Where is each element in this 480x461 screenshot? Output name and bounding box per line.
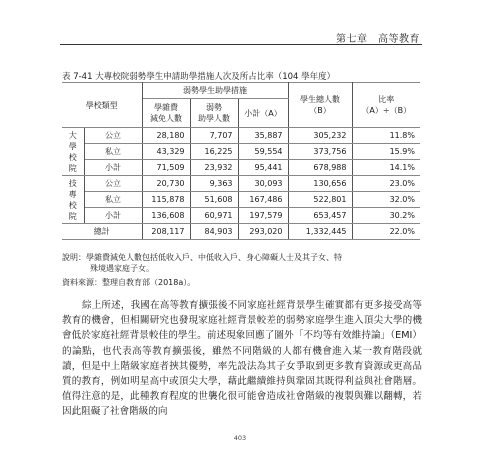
data-table	[62, 82, 420, 240]
cell: 35,887	[238, 128, 288, 144]
cell: 43,329	[142, 144, 190, 160]
table-header-row	[62, 83, 420, 99]
header-school-type: 學校類型	[62, 83, 142, 128]
cell: 71,509	[142, 160, 190, 176]
table-row	[62, 128, 420, 144]
cell: 167,486	[238, 192, 288, 208]
cell: 32.0%	[352, 192, 420, 208]
cell: 16,225	[190, 144, 238, 160]
cell: 22.0%	[352, 224, 420, 240]
header-total-students: 學生總人數 （B）	[288, 83, 352, 128]
table-row	[62, 144, 420, 160]
row-type: 公立	[84, 128, 142, 144]
cell: 60,971	[190, 208, 238, 224]
cell: 23,932	[190, 160, 238, 176]
cell: 95,441	[238, 160, 288, 176]
cell: 51,608	[190, 192, 238, 208]
page-number: 403	[233, 434, 247, 442]
cell: 293,020	[238, 224, 288, 240]
row-type: 小計	[84, 160, 142, 176]
group-label: 大 學 校 院	[62, 128, 84, 176]
cell: 9,363	[190, 176, 238, 192]
cell: 84,903	[190, 224, 238, 240]
table-note	[62, 252, 422, 274]
table-row	[62, 160, 420, 176]
row-type: 小計	[84, 208, 142, 224]
cell: 11.8%	[352, 128, 420, 144]
note-line: 說明：學雜費減免人數包括低收入戶、中低收入戶、身心障礙人士及其子女、特	[62, 253, 342, 262]
note-line: 殊境遇家庭子女。	[90, 264, 154, 273]
running-header: 第七章 高等教育	[336, 34, 420, 45]
header-rule	[60, 44, 422, 45]
row-type: 私立	[84, 144, 142, 160]
table-row	[62, 208, 420, 224]
cell: 20,730	[142, 176, 190, 192]
cell: 14.1%	[352, 160, 420, 176]
cell: 30,093	[238, 176, 288, 192]
row-type: 公立	[84, 176, 142, 192]
cell: 115,878	[142, 192, 190, 208]
cell: 678,988	[288, 160, 352, 176]
cell: 23.0%	[352, 176, 420, 192]
total-label: 總計	[62, 224, 142, 240]
cell: 15.9%	[352, 144, 420, 160]
body-paragraph: 綜上所述，我國在高等教育擴張後不同家庭社經背景學生確實都有更多接受高等教育的機會，但相關研究也發現家庭社經背景較差的弱勢家庭學生進入頂尖大學的機會低於家庭社經背景較佳的學生。前述現象回應了圖外「不均等有效維持論」（EMI）的論點，也代表高等教育擴張後，雖然不同階級的人都有機會進入某一教育階段就讀，但是中上階級家庭者挾其優勢，率先設法為其子女爭取到更多教育資源或更高品質的教育，例如明星高中或頂尖大學，藉此繼續維持與鞏固其既得利益與社會階層。值得注意的是，此種教育程度的世襲化很可能會造成社會階級的複製與難以翻轉，若因此阻礙了社會階級的向	[62, 300, 422, 418]
cell: 28,180	[142, 128, 190, 144]
cell: 59,554	[238, 144, 288, 160]
cell: 1,332,445	[288, 224, 352, 240]
group-label: 技 專 校 院	[62, 176, 84, 224]
header-aid: 弱勢 助學人數	[190, 99, 238, 128]
cell: 373,756	[288, 144, 352, 160]
cell: 136,608	[142, 208, 190, 224]
body-text	[62, 298, 422, 420]
table-caption: 表 7-41 大專校院弱勢學生申請助學措施人次及所占比率（104 學年度）	[62, 72, 336, 82]
header-group: 弱勢學生助學措施	[142, 83, 288, 99]
cell: 305,232	[288, 128, 352, 144]
cell: 197,579	[238, 208, 288, 224]
cell: 7,707	[190, 128, 238, 144]
table-total-row	[62, 224, 420, 240]
header-subtotal: 小計（A）	[238, 99, 288, 128]
cell: 208,117	[142, 224, 190, 240]
table-row	[62, 176, 420, 192]
cell: 30.2%	[352, 208, 420, 224]
cell: 130,656	[288, 176, 352, 192]
header-tuition-waiver: 學雜費 減免人數	[142, 99, 190, 128]
table-row	[62, 192, 420, 208]
cell: 653,457	[288, 208, 352, 224]
header-ratio: 比率 （A）÷（B）	[352, 83, 420, 128]
row-type: 私立	[84, 192, 142, 208]
data-source: 資料來源：整理自教育部（2018a）。	[62, 278, 196, 287]
cell: 522,801	[288, 192, 352, 208]
